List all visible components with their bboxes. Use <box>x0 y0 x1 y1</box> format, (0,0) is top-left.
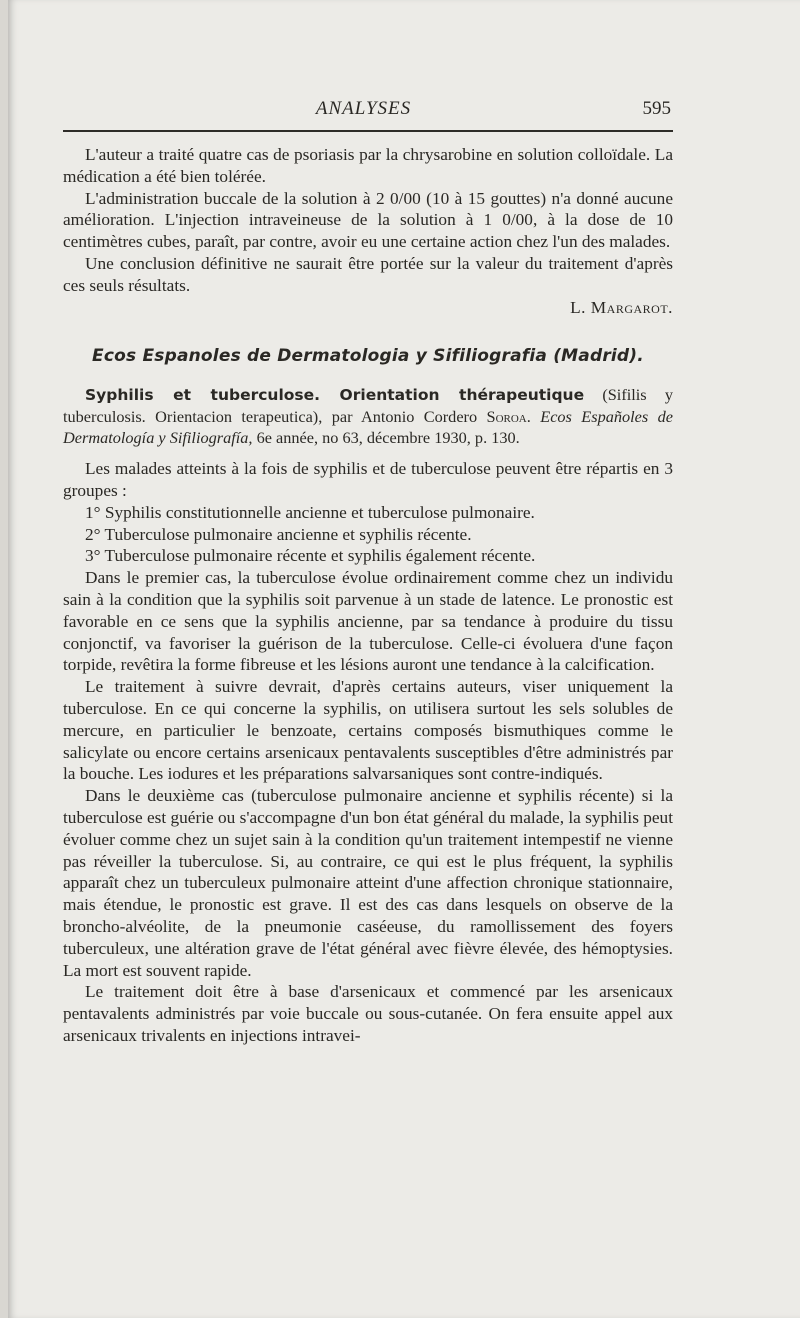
paragraph: L'administration buccale de la solution à 2 0/00 (10 à 15 gouttes) n'a donné aucune amélioration. L'injection intraveineuse de la solution à 1 0/00, à la dose de 10 centimètres cubes, paraît, par contre, avoir eu une certaine action chez l'un des malades. <box>63 188 673 252</box>
signature-line <box>63 297 673 319</box>
list-item: 3° Tuberculose pulmonaire récente et syphilis également récente. <box>85 546 536 566</box>
article-original-title: (Sifilis y tuberculosis. Orientacion terapeutica), par Antonio Cordero <box>63 385 673 427</box>
paragraph: Le traitement doit être à base d'arsenicaux et commencé par les arsenicaux pentavalents administrés par voie buccale ou sous-cutanée. On fera ensuite appel aux arsenicaux trivalents en injections intravei- <box>63 982 673 1045</box>
article-citation: 6e année, no 63, décembre 1930, p. 130. <box>256 428 520 448</box>
scanned-page <box>8 0 800 1318</box>
paragraph: Le traitement à suivre devrait, d'après certains auteurs, viser uniquement la tuberculose. En ce qui concerne la syphilis, on utilisera surtout les sels solubles de mercure, en particulier le benzoate, certains composés bismuthiques comme le salicylate ou encore certains arsenicaux pentavalents susceptibles d'être administrés par la bouche. Les iodures et les préparations salvarsaniques sont contre-indiqués. <box>63 677 673 784</box>
paragraph: Dans le deuxième cas (tuberculose pulmonaire ancienne et syphilis récente) si la tuberculose est guérie ou s'accompagne d'un bon état général du malade, la syphilis peut évoluer comme chez un sujet sain à la condition qu'un traitement intempestif ne vienne pas réveiller la tuberculose. Si, au contraire, ce qui est le plus fréquent, la syphilis apparaît chez un tuberculeux pulmonaire atteint d'une affection chronique stationnaire, mais étendue, le pronostic est grave. Il est des cas dans lesquels on observe de la broncho-alvéolite, de la pneumonie caséeuse, du ramollissement des foyers tuberculeux, une altération grave de l'état général avec fièvre élevée, des hémoptysies. La mort est souvent rapide. <box>63 786 673 980</box>
page-header <box>56 94 671 124</box>
article-journal: Ecos Españoles de Dermatología y Sifiliografía, <box>63 407 673 448</box>
running-head: ANALYSES <box>315 98 412 119</box>
page-number: 595 <box>642 98 671 119</box>
paragraph-text: Une conclusion définitive ne saurait être portée sur la valeur du traitement d'après ces seuls résultats. <box>63 253 673 295</box>
list-item: 2° Tuberculose pulmonaire ancienne et syphilis récente. <box>85 524 472 544</box>
page-content <box>63 144 673 1047</box>
section-title: Ecos Espanoles de Dermatologia y Sifiliografia (Madrid). <box>92 346 644 367</box>
article-title: Syphilis et tuberculose. Orientation thérapeutique <box>85 386 585 405</box>
author-signature: L. Margarot. <box>570 297 673 317</box>
article-author: Soroa <box>486 407 527 427</box>
paragraph: L'auteur a traité quatre cas de psoriasis par la chrysarobine en solution colloïdale. La médication a été bien tolérée. <box>63 145 673 186</box>
paragraph: Dans le premier cas, la tuberculose évolue ordinairement comme chez un individu sain à la condition que la syphilis soit parvenue à un stade de latence. Le pronostic est favorable en ce sens que la syphilis ancienne, par sa tendance à produire du tissu conjonctif, va favoriser la guérison de la tuberculose. Celle-ci évoluera d'une façon torpide, revêtira la forme fibreuse et les lésions auront une tendance à la calcification. <box>63 568 673 675</box>
paragraph: Les malades atteints à la fois de syphilis et de tuberculose peuvent être répartis en 3 groupes : <box>63 459 673 500</box>
header-rule <box>63 130 673 132</box>
paragraph <box>63 253 673 297</box>
article-heading: Syphilis et tuberculose. Orientation thérapeutique (Sifilis y tuberculosis. Orientacion terapeutica), par Antonio Cordero Soroa. Ecos Españoles de Dermatología y Sifiliografía, 6e année, no 63, décembre 1930, p. 130. <box>63 385 673 448</box>
list-item: 1° Syphilis constitutionnelle ancienne et tuberculose pulmonaire. <box>85 502 535 522</box>
